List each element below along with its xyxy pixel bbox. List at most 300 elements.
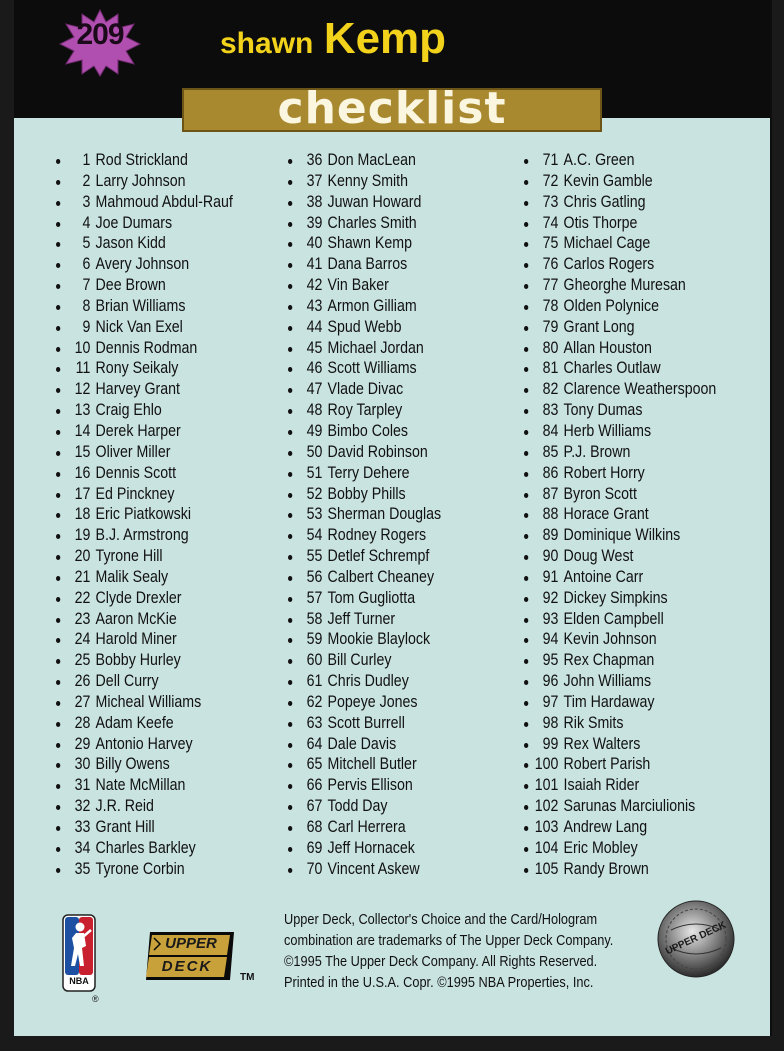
checklist-player-name: Michael Cage	[563, 234, 651, 253]
bullet-icon	[288, 180, 292, 185]
bullet-icon	[288, 659, 292, 664]
checklist-player-name: Tony Dumas	[563, 401, 643, 420]
bullet-icon	[524, 347, 528, 352]
checklist-player-name: Allan Houston	[563, 338, 652, 357]
card-index-number: 90	[542, 547, 559, 566]
bullet-icon	[288, 451, 292, 456]
checklist-player-name: Nate McMillan	[95, 776, 186, 795]
player-last-name: Kemp	[323, 14, 447, 63]
card-index-number: 32	[74, 797, 91, 816]
bullet-icon	[524, 701, 528, 706]
bullet-icon	[56, 659, 60, 664]
bullet-icon	[56, 305, 60, 310]
card-index-number: 95	[542, 651, 559, 670]
checklist-player-name: Dennis Scott	[95, 463, 177, 482]
bullet-icon	[288, 576, 292, 581]
card-title: checklist	[277, 83, 507, 134]
card-index-number: 87	[542, 484, 559, 503]
card-index-number: 48	[306, 401, 323, 420]
bullet-icon	[56, 263, 60, 268]
card-index-number: 1	[82, 151, 91, 169]
checklist-player-name: Mookie Blaylock	[327, 630, 431, 649]
card-index-number: 9	[82, 317, 91, 336]
card-index-number: 21	[74, 567, 91, 586]
card-index-number: 6	[82, 255, 91, 274]
checklist-player-name: Rik Smits	[563, 713, 624, 732]
bullet-icon	[524, 367, 528, 372]
bullet-icon	[524, 618, 528, 623]
card-index-number: 35	[74, 859, 91, 878]
checklist-player-name: Shawn Kemp	[327, 234, 412, 253]
bullet-icon	[288, 784, 292, 789]
checklist-player-name: Juwan Howard	[327, 192, 422, 211]
card-index-number: 13	[74, 401, 91, 420]
bullet-icon	[56, 409, 60, 414]
bullet-icon	[524, 451, 528, 456]
bullet-icon	[56, 534, 60, 539]
card-index-number: 71	[542, 151, 559, 169]
checklist-player-name: Oliver Miller	[95, 442, 171, 461]
card-index-number: 51	[306, 463, 323, 482]
card-index-number: 101	[534, 776, 559, 795]
bullet-icon	[56, 597, 60, 602]
bullet-icon	[56, 513, 60, 518]
checklist-player-name: Spud Webb	[327, 317, 402, 336]
bullet-icon	[288, 826, 292, 831]
bullet-icon	[524, 159, 528, 164]
nba-logo	[62, 914, 96, 992]
checklist-player-name: Avery Johnson	[95, 255, 190, 274]
bullet-icon	[524, 638, 528, 643]
bullet-icon	[524, 722, 528, 727]
card-index-number: 44	[306, 317, 323, 336]
checklist-player-name: Clarence Weatherspoon	[563, 380, 717, 399]
card-index-number: 2	[82, 171, 91, 190]
card-index-number: 54	[306, 526, 323, 545]
checklist-player-name: Dickey Simpkins	[563, 588, 668, 607]
card-index-number: 17	[74, 484, 91, 503]
card-index-number: 69	[306, 838, 323, 857]
bullet-icon	[524, 493, 528, 498]
card-index-number: 14	[74, 421, 91, 440]
bullet-icon	[524, 534, 528, 539]
checklist-player-name: Mahmoud Abdul-Rauf	[95, 192, 233, 211]
checklist-player-name: Tim Hardaway	[563, 692, 655, 711]
card-index-number: 49	[306, 421, 323, 440]
checklist-player-name: Pervis Ellison	[327, 776, 413, 795]
checklist-player-name: Tom Gugliotta	[327, 588, 416, 607]
checklist-player-name: Byron Scott	[563, 484, 637, 503]
card-index-number: 99	[542, 734, 559, 753]
checklist-player-name: Joe Dumars	[95, 213, 173, 232]
card-index-number: 66	[306, 776, 323, 795]
nba-registered-mark: ®	[92, 994, 99, 1004]
bullet-icon	[56, 576, 60, 581]
bullet-icon	[524, 555, 528, 560]
bullet-icon	[56, 784, 60, 789]
checklist-player-name: Kevin Johnson	[563, 630, 657, 649]
checklist-player-name: Clyde Drexler	[95, 588, 182, 607]
card-index-number: 57	[306, 588, 323, 607]
checklist-player-name: Nick Van Exel	[95, 317, 183, 336]
card-index-number: 93	[542, 609, 559, 628]
checklist-player-name: Dell Curry	[95, 672, 159, 691]
checklist-player-name: Calbert Cheaney	[327, 567, 435, 586]
bullet-icon	[56, 493, 60, 498]
checklist-player-name: Chris Dudley	[327, 672, 409, 691]
checklist-player-name: B.J. Armstrong	[95, 526, 189, 545]
checklist-player-name: Jeff Turner	[327, 609, 396, 628]
bullet-icon	[524, 805, 528, 810]
card-index-number: 72	[542, 171, 559, 190]
card-index-number: 60	[306, 651, 323, 670]
card-index-number: 84	[542, 421, 559, 440]
checklist-player-name: Robert Horry	[563, 463, 645, 482]
bullet-icon	[56, 430, 60, 435]
bullet-icon	[288, 763, 292, 768]
checklist-player-name: Jeff Hornacek	[327, 838, 415, 857]
card-index-number: 70	[306, 859, 323, 878]
checklist-player-name: Dee Brown	[95, 276, 166, 295]
bullet-icon	[288, 597, 292, 602]
upper-deck-logo	[142, 930, 238, 982]
checklist-player-name: Harvey Grant	[95, 380, 180, 399]
bullet-icon	[288, 284, 292, 289]
bullet-icon	[288, 743, 292, 748]
card-index-number: 67	[306, 797, 323, 816]
bullet-icon	[288, 638, 292, 643]
checklist-player-name: Aaron McKie	[95, 609, 177, 628]
checklist-player-name: Isaiah Rider	[563, 776, 640, 795]
bullet-icon	[524, 305, 528, 310]
card-index-number: 73	[542, 192, 559, 211]
card-index-number: 91	[542, 567, 559, 586]
bullet-icon	[56, 326, 60, 331]
card-index-number: 41	[306, 255, 323, 274]
card-index-number: 11	[75, 359, 91, 378]
card-index-number: 26	[74, 672, 91, 691]
bullet-icon	[288, 430, 292, 435]
checklist-player-name: Rex Walters	[563, 734, 641, 753]
bullet-icon	[56, 222, 60, 227]
card-index-number: 53	[306, 505, 323, 524]
checklist-player-name: Dominique Wilkins	[563, 526, 681, 545]
upper-deck-trademark: TM	[240, 972, 255, 983]
card-index-number: 81	[542, 359, 559, 378]
bullet-icon	[56, 367, 60, 372]
bullet-icon	[524, 784, 528, 789]
checklist-player-name: Dale Davis	[327, 734, 397, 753]
bullet-icon	[56, 847, 60, 852]
card-index-number: 98	[542, 713, 559, 732]
checklist-player-name: Craig Ehlo	[95, 401, 162, 420]
card-index-number: 20	[74, 547, 91, 566]
card-index-number: 10	[74, 338, 91, 357]
checklist-card	[14, 0, 772, 1036]
card-index-number: 43	[306, 296, 323, 315]
checklist-player-name: Doug West	[563, 547, 634, 566]
bullet-icon	[56, 868, 60, 873]
bullet-icon	[288, 722, 292, 727]
checklist-player-name: Dennis Rodman	[95, 338, 198, 357]
bullet-icon	[56, 242, 60, 247]
card-index-number: 45	[306, 338, 323, 357]
card-index-number: 18	[74, 505, 91, 524]
bullet-icon	[524, 472, 528, 477]
bullet-icon	[524, 743, 528, 748]
checklist-player-name: Billy Owens	[95, 755, 170, 774]
card-index-number: 55	[306, 547, 323, 566]
bullet-icon	[288, 263, 292, 268]
bullet-icon	[56, 555, 60, 560]
card-index-number: 85	[542, 442, 559, 461]
bullet-icon	[56, 638, 60, 643]
checklist-player-name: Gheorghe Muresan	[563, 276, 686, 295]
bullet-icon	[524, 659, 528, 664]
card-index-number: 59	[306, 630, 323, 649]
card-index-number: 47	[306, 380, 323, 399]
card-index-number: 86	[542, 463, 559, 482]
card-index-number: 50	[306, 442, 323, 461]
checklist-player-name: Larry Johnson	[95, 171, 186, 190]
checklist-player-name: Antonio Harvey	[95, 734, 193, 753]
bullet-icon	[524, 597, 528, 602]
bullet-icon	[288, 493, 292, 498]
bullet-icon	[288, 409, 292, 414]
card-index-number: 39	[306, 213, 323, 232]
card-index-number: 23	[74, 609, 91, 628]
checklist-player-name: Rony Seikaly	[95, 359, 179, 378]
bullet-icon	[56, 805, 60, 810]
bullet-icon	[524, 180, 528, 185]
card-index-number: 80	[542, 338, 559, 357]
card-index-number: 30	[74, 755, 91, 774]
bullet-icon	[524, 263, 528, 268]
checklist-player-name: Rex Chapman	[563, 651, 655, 670]
bullet-icon	[288, 868, 292, 873]
card-index-number: 5	[82, 234, 91, 253]
checklist-player-name: Robert Parish	[563, 755, 651, 774]
bullet-icon	[288, 701, 292, 706]
card-index-number: 31	[74, 776, 91, 795]
card-index-number: 68	[306, 818, 323, 836]
player-first-name: shawn	[220, 27, 314, 60]
card-index-number: 24	[74, 630, 91, 649]
card-index-number: 38	[306, 192, 323, 211]
checklist-player-name: Chris Gatling	[563, 192, 646, 211]
checklist-player-name: Vlade Divac	[327, 380, 404, 399]
checklist-player-name: P.J. Brown	[563, 442, 631, 461]
checklist-player-name: Randy Brown	[563, 859, 649, 878]
bullet-icon	[288, 367, 292, 372]
checklist-player-name: Bobby Phills	[327, 484, 406, 503]
card-index-number: 3	[82, 192, 91, 211]
checklist-player-name: David Robinson	[327, 442, 428, 461]
card-index-number: 100	[534, 755, 559, 774]
legal-line-1: Upper Deck, Collector's Choice and the Card/Hologram	[284, 912, 598, 928]
checklist-player-name: Ed Pinckney	[95, 484, 175, 503]
card-index-number: 75	[542, 234, 559, 253]
card-index-number: 62	[306, 692, 323, 711]
checklist-player-name: Scott Williams	[327, 359, 417, 378]
bullet-icon	[524, 284, 528, 289]
card-index-number: 28	[74, 713, 91, 732]
bullet-icon	[288, 534, 292, 539]
bullet-icon	[288, 472, 292, 477]
bullet-icon	[56, 618, 60, 623]
checklist-player-name: Dana Barros	[327, 255, 408, 274]
card-index-number: 12	[74, 380, 91, 399]
card-number: 209	[76, 18, 124, 51]
checklist-player-name: Charles Smith	[327, 213, 417, 232]
card-index-number: 8	[82, 296, 91, 315]
card-index-number: 104	[534, 838, 559, 857]
checklist-player-name: Terry Dehere	[327, 463, 410, 482]
bullet-icon	[56, 347, 60, 352]
bullet-icon	[288, 326, 292, 331]
checklist-player-name: Herb Williams	[563, 421, 652, 440]
checklist-player-name: Armon Gilliam	[327, 296, 417, 315]
legal-line-3: ©1995 The Upper Deck Company. All Rights Reserved.	[284, 954, 598, 970]
card-index-number: 82	[542, 380, 559, 399]
bullet-icon	[56, 701, 60, 706]
checklist-player-name: Andrew Lang	[563, 818, 648, 836]
bullet-icon	[524, 409, 528, 414]
bullet-icon	[56, 763, 60, 768]
bullet-icon	[524, 847, 528, 852]
bullet-icon	[288, 159, 292, 164]
checklist-player-name: Olden Polynice	[563, 296, 660, 315]
bullet-icon	[524, 763, 528, 768]
checklist-player-name: Kevin Gamble	[563, 171, 653, 190]
checklist-player-name: Charles Outlaw	[563, 359, 661, 378]
bullet-icon	[288, 513, 292, 518]
bullet-icon	[524, 826, 528, 831]
bullet-icon	[288, 680, 292, 685]
checklist-player-name: Eric Mobley	[563, 838, 638, 857]
bullet-icon	[288, 618, 292, 623]
checklist-player-name: J.R. Reid	[95, 797, 154, 816]
bullet-icon	[524, 242, 528, 247]
card-index-number: 52	[306, 484, 323, 503]
card-index-number: 103	[534, 818, 559, 836]
checklist-player-name: Horace Grant	[563, 505, 649, 524]
checklist-player-name: Jason Kidd	[95, 234, 166, 253]
bullet-icon	[288, 805, 292, 810]
checklist-player-name: Tyrone Hill	[95, 547, 163, 566]
card-index-number: 27	[74, 692, 91, 711]
bullet-icon	[288, 847, 292, 852]
card-index-number: 94	[542, 630, 559, 649]
upper-deck-logo-bottom-text: DECK	[161, 958, 213, 975]
checklist-player-name: Detlef Schrempf	[327, 547, 430, 566]
bullet-icon	[56, 284, 60, 289]
checklist-player-name: Elden Campbell	[563, 609, 664, 628]
card-index-number: 25	[74, 651, 91, 670]
checklist-player-name: Todd Day	[327, 797, 388, 816]
bullet-icon	[56, 159, 60, 164]
bullet-icon	[56, 826, 60, 831]
checklist-player-name: Otis Thorpe	[563, 213, 638, 232]
bullet-icon	[524, 222, 528, 227]
card-index-number: 74	[542, 213, 559, 232]
upper-deck-logo-top-text: UPPER	[165, 935, 217, 952]
checklist-player-name: Rod Strickland	[95, 151, 188, 169]
bullet-icon	[524, 326, 528, 331]
checklist-player-name: Scott Burrell	[327, 713, 405, 732]
card-index-number: 64	[306, 734, 323, 753]
legal-line-2: combination are trademarks of The Upper Deck Company.	[284, 933, 614, 949]
bullet-icon	[288, 305, 292, 310]
card-index-number: 78	[542, 296, 559, 315]
card-index-number: 37	[306, 171, 323, 190]
card-index-number: 29	[74, 734, 91, 753]
checklist-player-name: Mitchell Butler	[327, 755, 417, 774]
bullet-icon	[56, 201, 60, 206]
bullet-icon	[288, 388, 292, 393]
checklist-player-name: Don MacLean	[327, 151, 416, 169]
card-index-number: 58	[306, 609, 323, 628]
card-index-number: 83	[542, 401, 559, 420]
bullet-icon	[288, 222, 292, 227]
card-index-number: 79	[542, 317, 559, 336]
checklist-player-name: Eric Piatkowski	[95, 505, 191, 524]
checklist-player-name: John Williams	[563, 672, 652, 691]
checklist-player-name: Micheal Williams	[95, 692, 202, 711]
bullet-icon	[288, 242, 292, 247]
card-index-number: 97	[542, 692, 559, 711]
card-index-number: 61	[306, 672, 323, 691]
card-index-number: 76	[542, 255, 559, 274]
card-index-number: 40	[306, 234, 323, 253]
bullet-icon	[288, 347, 292, 352]
checklist-player-name: Grant Hill	[95, 818, 155, 836]
card-index-number: 7	[82, 276, 91, 295]
legal-text	[284, 910, 614, 994]
bullet-icon	[288, 201, 292, 206]
card-index-number: 63	[306, 713, 323, 732]
checklist-player-name: Bimbo Coles	[327, 421, 409, 440]
legal-line-4: Printed in the U.S.A. Copr. ©1995 NBA Properties, Inc.	[284, 975, 594, 991]
bullet-icon	[524, 430, 528, 435]
checklist-player-name: Vincent Askew	[327, 859, 420, 878]
bullet-icon	[56, 743, 60, 748]
card-index-number: 88	[542, 505, 559, 524]
hologram-text: UPPER DECK	[663, 919, 729, 958]
checklist-player-name: Popeye Jones	[327, 692, 418, 711]
bullet-icon	[524, 680, 528, 685]
bullet-icon	[56, 180, 60, 185]
checklist-player-name: Sherman Douglas	[327, 505, 442, 524]
checklist-player-name: Brian Williams	[95, 296, 186, 315]
checklist-player-name: Kenny Smith	[327, 171, 409, 190]
checklist-player-name: Antoine Carr	[563, 567, 644, 586]
checklist-player-name: Malik Sealy	[95, 567, 169, 586]
card-index-number: 16	[74, 463, 91, 482]
bullet-icon	[56, 388, 60, 393]
checklist-player-name: Michael Jordan	[327, 338, 424, 357]
card-index-number: 34	[74, 838, 91, 857]
card-index-number: 65	[306, 755, 323, 774]
card-index-number: 96	[542, 672, 559, 691]
card-index-number: 36	[306, 151, 323, 169]
card-index-number: 89	[542, 526, 559, 545]
card-index-number: 22	[74, 588, 91, 607]
card-index-number: 92	[542, 588, 559, 607]
card-number-badge	[58, 8, 142, 78]
bullet-icon	[524, 868, 528, 873]
bullet-icon	[524, 576, 528, 581]
